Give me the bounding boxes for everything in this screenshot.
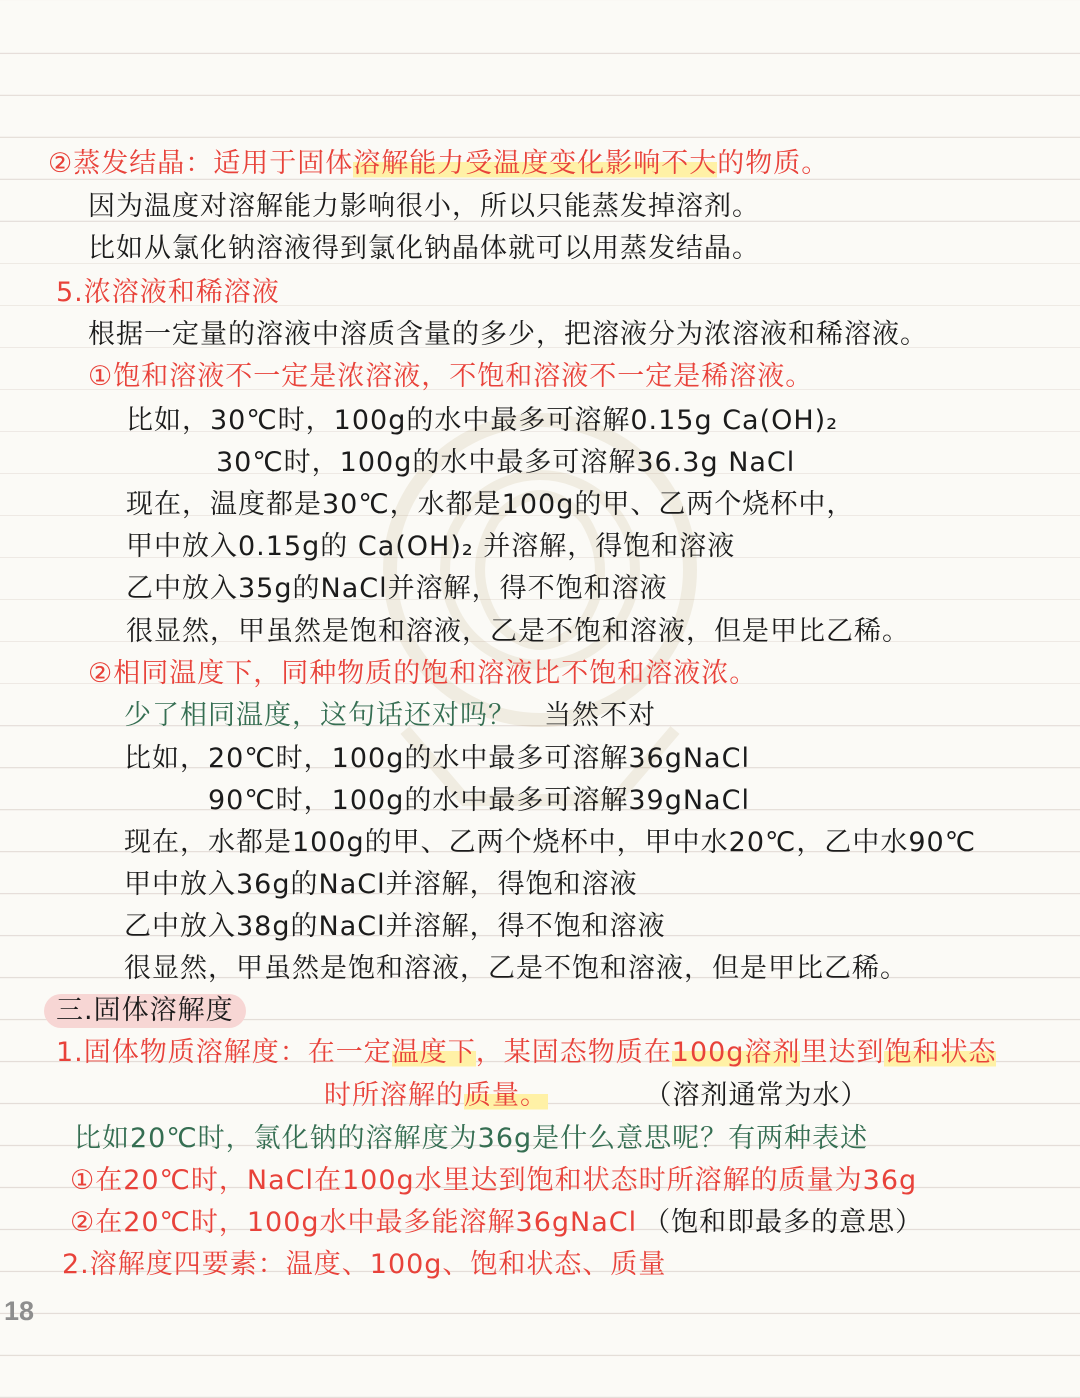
text-line: 比如从氯化钠溶液得到氯化钠晶体就可以用蒸发结晶。 bbox=[88, 233, 760, 264]
line-text: 1.固体物质溶解度：在一定 bbox=[56, 1037, 392, 1068]
example-line: 比如，30℃时，100g的水中最多可溶解0.15g Ca(OH)₂ bbox=[126, 405, 839, 436]
question-text: 少了相同温度，这句话还对吗？ bbox=[124, 700, 516, 731]
expression-2 bbox=[70, 1206, 923, 1240]
line-text: 里达到 bbox=[800, 1037, 885, 1068]
example-line: 现在，温度都是30℃，水都是100g的甲、乙两个烧杯中， bbox=[126, 489, 855, 520]
highlighted-text: 温度下 bbox=[391, 1037, 476, 1068]
definition-line bbox=[56, 1036, 996, 1070]
note-text: （饱和即最多的意思） bbox=[643, 1207, 924, 1238]
page-number: 18 bbox=[4, 1296, 35, 1326]
example-line: 30℃时，100g的水中最多可溶解36.3g NaCl bbox=[216, 447, 796, 478]
example-line: 甲中放入36g的NaCl并溶解，得饱和溶液 bbox=[124, 869, 638, 900]
definition-line-continued bbox=[324, 1079, 869, 1113]
four-elements: 2.溶解度四要素：温度、100g、饱和状态、质量 bbox=[62, 1249, 667, 1280]
section-heading-solubility bbox=[50, 994, 246, 1028]
highlighted-text: 溶解能力受温度变化影响不大 bbox=[353, 148, 718, 179]
example-line: 比如，20℃时，100g的水中最多可溶解36gNaCl bbox=[124, 743, 750, 774]
line-text: 时所溶解的 bbox=[324, 1080, 464, 1111]
key-point-1: ①饱和溶液不一定是浓溶液，不饱和溶液不一定是稀溶液。 bbox=[88, 361, 814, 392]
section-heading-concentrated-dilute: 5.浓溶液和稀溶液 bbox=[56, 277, 280, 308]
note-text: （溶剂通常为水） bbox=[658, 1080, 869, 1111]
line-evaporation-crystallization bbox=[48, 147, 829, 181]
example-line: 乙中放入38g的NaCl并溶解，得不饱和溶液 bbox=[124, 911, 666, 942]
example-line: 很显然，甲虽然是饱和溶液，乙是不饱和溶液，但是甲比乙稀。 bbox=[124, 953, 908, 984]
highlighted-text: 质量。 bbox=[464, 1080, 548, 1111]
key-point-2: ②相同温度下，同种物质的饱和溶液比不饱和溶液浓。 bbox=[88, 658, 758, 689]
text-line: 根据一定量的溶液中溶质含量的多少，把溶液分为浓溶液和稀溶液。 bbox=[88, 319, 928, 350]
text-line: 因为温度对溶解能力影响很小，所以只能蒸发掉溶剂。 bbox=[88, 191, 760, 222]
line-text: ，某固态物质在 bbox=[475, 1037, 672, 1068]
example-line: 很显然，甲虽然是饱和溶液，乙是不饱和溶液，但是甲比乙稀。 bbox=[126, 616, 910, 647]
line-text: ②蒸发结晶：适用于固体 bbox=[48, 148, 354, 179]
example-line: 90℃时，100g的水中最多可溶解39gNaCl bbox=[208, 785, 750, 816]
example-line: 现在，水都是100g的甲、乙两个烧杯中，甲中水20℃，乙中水90℃ bbox=[124, 827, 977, 858]
section-tag: 三.固体溶解度 bbox=[44, 994, 246, 1028]
highlighted-text: 饱和状态 bbox=[884, 1037, 997, 1068]
example-question: 比如20℃时，氯化钠的溶解度为36g是什么意思呢？有两种表述 bbox=[74, 1123, 869, 1154]
example-line: 甲中放入0.15g的 Ca(OH)₂ 并溶解，得饱和溶液 bbox=[126, 531, 736, 562]
line-text: ②在20℃时，100g水中最多能溶解36gNaCl bbox=[70, 1207, 638, 1238]
highlighted-text: 100g溶剂 bbox=[671, 1037, 801, 1068]
answer-text: 当然不对 bbox=[544, 700, 656, 731]
question-line bbox=[124, 699, 656, 733]
line-text: 的物质。 bbox=[717, 148, 830, 179]
example-line: 乙中放入35g的NaCl并溶解，得不饱和溶液 bbox=[126, 573, 668, 604]
expression-1: ①在20℃时，NaCl在100g水里达到饱和状态时所溶解的质量为36g bbox=[70, 1165, 918, 1196]
